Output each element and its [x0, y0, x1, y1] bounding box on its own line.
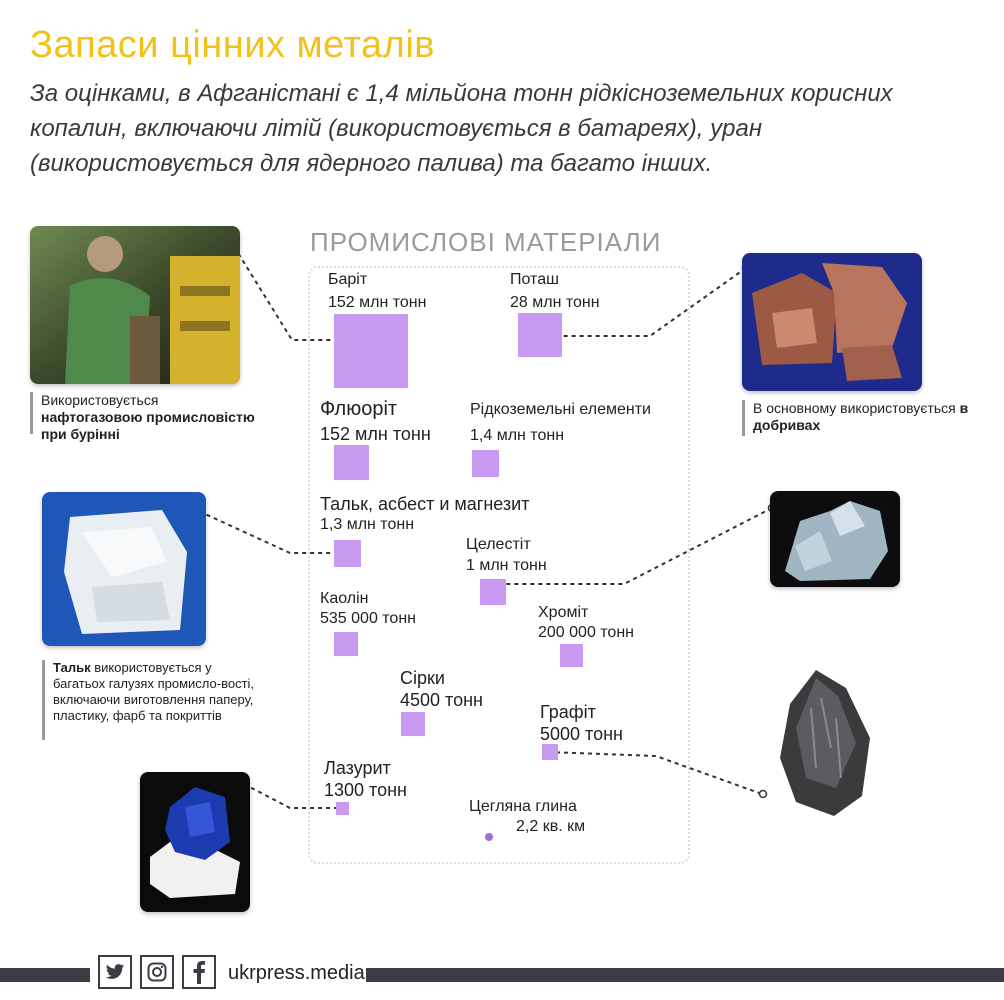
talc-photo: [42, 492, 206, 646]
potash-square: [518, 313, 562, 357]
rare-earth-name: Рідкоземельні елементи: [470, 401, 651, 418]
sulfur-square: [401, 712, 425, 736]
talc-caption-bold: Тальк: [53, 660, 91, 675]
talc-name: Тальк, асбест и магнезит: [320, 494, 530, 514]
sulfur-name: Сірки: [400, 668, 445, 688]
fluorite-square: [334, 445, 369, 480]
graphite-photo: [776, 668, 876, 818]
graphite-square: [542, 744, 558, 760]
footer-bar-right: [366, 968, 1004, 982]
chromite-name: Хроміт: [538, 604, 589, 621]
fluorite-name: Флюоріт: [320, 398, 398, 420]
barite-value: 152 млн тонн: [328, 294, 427, 311]
lazurite-photo: [140, 772, 250, 912]
kaolin-square: [334, 632, 358, 656]
fertilizer-caption: [742, 400, 996, 436]
lazurite-name: Лазурит: [324, 758, 391, 778]
graphite-value: 5000 тонн: [540, 724, 623, 744]
lazurite-square: [336, 802, 349, 815]
chromite-square: [560, 644, 583, 667]
drilling-caption-bold: нафтогазовою промисловістю при бурінні: [41, 409, 255, 442]
brick-clay-name: Цегляна глина: [469, 798, 577, 815]
chromite-value: 200 000 тонн: [538, 624, 634, 641]
potash-name: Поташ: [510, 271, 559, 288]
talc-square: [334, 540, 361, 567]
site-name[interactable]: ukrpress.media: [228, 962, 365, 984]
drilling-caption-plain: Використовується: [41, 392, 159, 408]
facebook-button[interactable]: [182, 955, 216, 989]
graphite-name: Графіт: [540, 702, 596, 722]
dot-graphite: [760, 791, 767, 798]
brick-clay-value: 2,2 кв. км: [516, 818, 586, 835]
instagram-button[interactable]: [140, 955, 174, 989]
kaolin-value: 535 000 тонн: [320, 610, 416, 627]
twitter-icon: [105, 963, 125, 981]
brick-clay-dot: [485, 833, 493, 841]
fertilizer-caption-bold: в добривах: [753, 400, 969, 433]
fertilizer-caption-plain: В основному використовується: [753, 400, 956, 416]
talc-caption: [42, 660, 262, 740]
barite-square: [334, 314, 408, 388]
sulfur-value: 4500 тонн: [400, 690, 483, 710]
talc-value: 1,3 млн тонн: [320, 516, 415, 533]
section-title: ПРОМИСЛОВІ МАТЕРІАЛИ: [310, 227, 662, 257]
fluorite-value: 152 млн тонн: [320, 424, 431, 444]
celestite-name: Целестіт: [466, 536, 531, 553]
potash-value: 28 млн тонн: [510, 294, 600, 311]
potash-photo: [742, 253, 922, 391]
line-graphite: [548, 752, 762, 794]
celestite-value: 1 млн тонн: [466, 557, 547, 574]
celestite-photo: [770, 491, 900, 587]
kaolin-name: Каолін: [320, 590, 369, 607]
page-title: Запаси цінних металів: [30, 24, 435, 66]
rare-earth-value: 1,4 млн тонн: [470, 427, 565, 444]
drilling-photo: [30, 226, 240, 384]
intro-text: За оцінками, в Афганістані є 1,4 мільйона тонн рідкісноземельних корисних копалин, включаючи літій (використовується в батареях), уран (використовується для ядерного палива) та багато інших.: [30, 80, 893, 177]
rare-earth-square: [472, 450, 499, 477]
lazurite-value: 1300 тонн: [324, 780, 407, 800]
twitter-button[interactable]: [98, 955, 132, 989]
barite-name: Баріт: [328, 271, 368, 288]
footer-bar-left: [0, 968, 90, 982]
drilling-caption: [30, 392, 260, 442]
celestite-square: [480, 579, 506, 605]
facebook-icon: [192, 960, 206, 984]
instagram-icon: [147, 962, 167, 982]
talc-caption-plain: використовується у багатьох галузях промисло-вості, включаючи виготовлення паперу, пластику, фарб та покриттів: [53, 660, 255, 723]
